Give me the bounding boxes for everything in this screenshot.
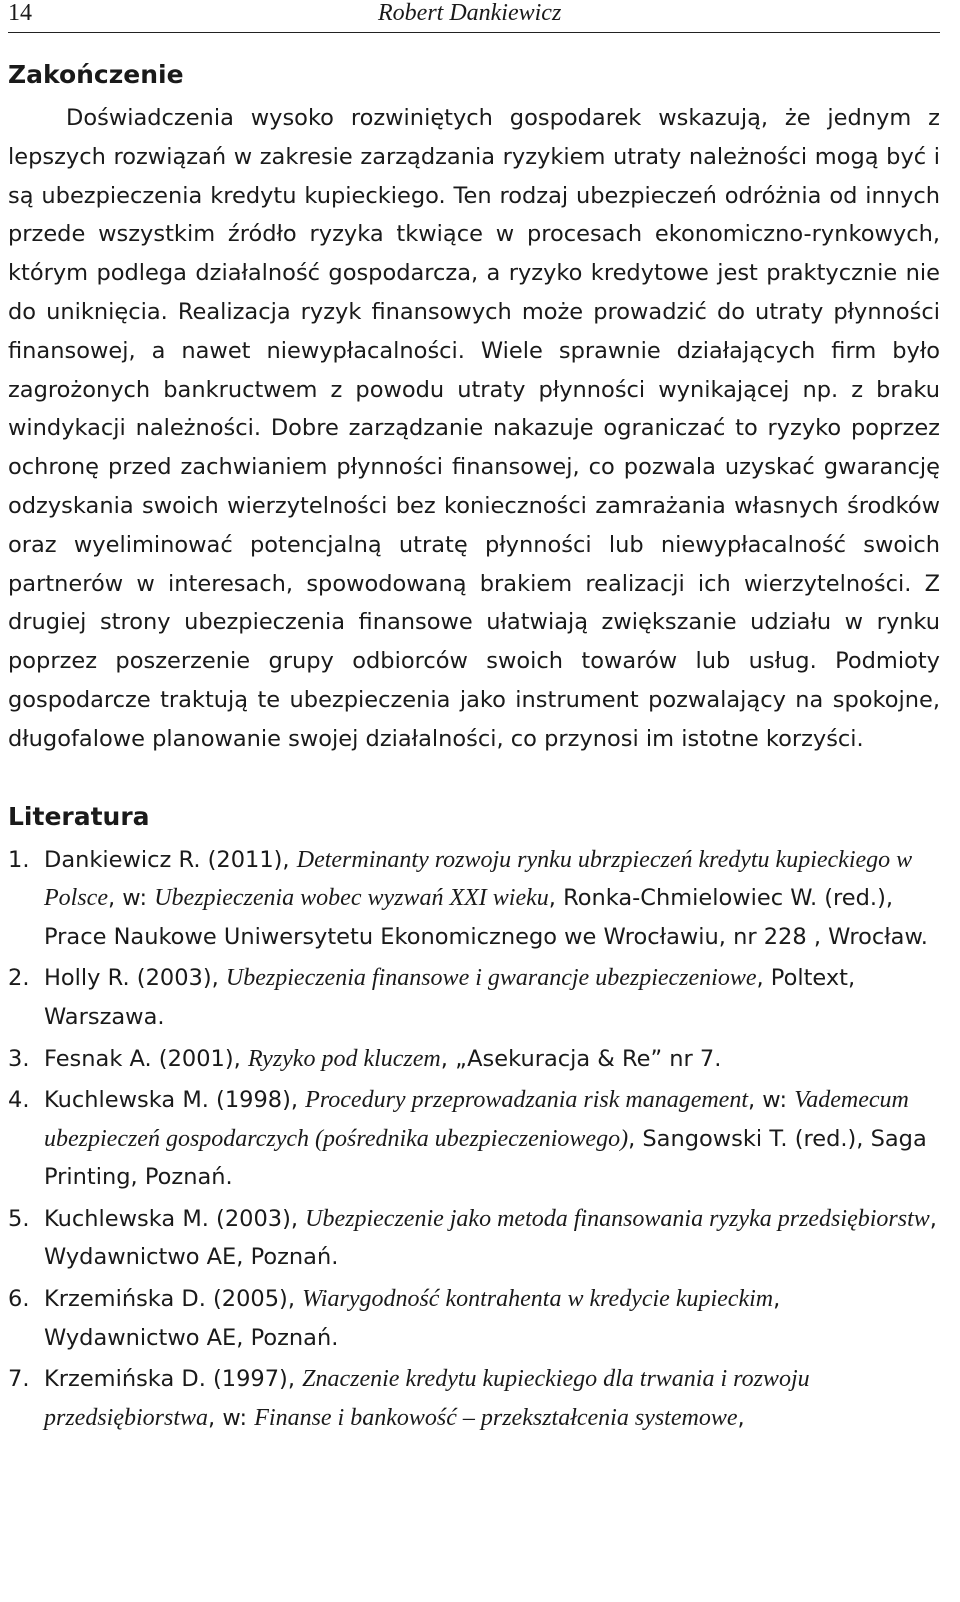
literature-title: Literatura bbox=[8, 801, 150, 831]
reference-text bbox=[44, 1081, 940, 1197]
reference-number: 4. bbox=[8, 1087, 30, 1114]
reference-publisher: , „Asekuracja & Re” nr 7. bbox=[440, 1045, 722, 1072]
reference-number: 3. bbox=[8, 1045, 30, 1072]
running-author: Robert Dankiewicz bbox=[378, 0, 562, 26]
reference-text bbox=[44, 1360, 940, 1437]
section-title: Zakończenie bbox=[8, 60, 184, 89]
reference-publisher: , Wydawnictwo AE, Poznań. bbox=[44, 1286, 781, 1351]
page-header bbox=[8, 0, 940, 33]
reference-number: 2. bbox=[8, 965, 30, 992]
reference-title: Wiarygodność kontrahenta w kredycie kupieckim bbox=[302, 1286, 774, 1313]
conclusion-paragraph: Doświadczenia wysoko rozwiniętych gospodarek wskazują, że jednym z lepszych rozwiązań w zakresie zarządzania ryzykiem utraty należności mogą być i są ubezpieczenia kredytu kupieckiego. Ten rodzaj ubezpieczeń odróżnia od innych przede wszystkim źródło ryzyka tkwiące w procesach ekonomiczno-rynkowych, którym podlega działalność gospodarcza, a ryzyko kredytowe jest praktycznie nie do uniknięcia. Realizacja ryzyk finansowych może prowadzić do utraty płynności finansowej, a nawet niewypłacalności. Wiele sprawnie działających firm było zagrożonych bankructwem z powodu utraty płynności wynikającej np. z braku windykacji należności. Dobre zarządzanie nakazuje ograniczać to ryzyko poprzez ochronę przed zachwianiem płynności finansowej, co pozwala uzyskać gwarancję odzyskania swoich wierzytelności bez konieczności zamrażania własnych środków oraz wyeliminować potencjalną utratę płynności lub niewypłacalność swoich partnerów w interesach, spowodowaną brakiem realizacji ich wierzytelności. Z drugiej strony ubezpieczenia finansowe ułatwiają zwiększanie udziału w rynku poprzez poszerzenie grupy odbiorców swoich towarów lub usług. Podmioty gospodarcze traktują te ubezpieczenia jako instrument pozwalający na spokojne, długofalowe planowanie swojej działalności, co przynosi im istotne korzyści. bbox=[8, 105, 940, 752]
reference-text bbox=[44, 1040, 940, 1079]
reference-title: Ubezpieczenie jako metoda finansowania ryzyka przedsiębiorstw bbox=[305, 1205, 930, 1232]
reference-text bbox=[44, 1200, 940, 1277]
reference-publisher: , Sangowski T. (red.), Saga Printing, Poznań. bbox=[44, 1125, 927, 1191]
reference-title: Determinanty rozwoju rynku ubrzpieczeń kredytu kupieckiego w Polsce bbox=[44, 846, 913, 912]
reference-text bbox=[44, 959, 940, 1036]
reference-title: Procedury przeprowadzania risk management bbox=[305, 1087, 748, 1114]
reference-source-title: Vademecum ubezpieczeń gospodarczych (pośrednika ubezpieczeniowego) bbox=[44, 1087, 909, 1152]
reference-number: 5. bbox=[8, 1205, 30, 1232]
reference-text bbox=[44, 1280, 940, 1357]
reference-author: Dankiewicz R. (2011), bbox=[44, 846, 297, 873]
reference-middle: , w: bbox=[748, 1087, 795, 1114]
reference-title: Ubezpieczenia finansowe i gwarancje ubezpieczeniowe bbox=[225, 965, 757, 992]
reference-text bbox=[44, 841, 940, 957]
reference-source-title: Ubezpieczenia wobec wyzwań XXI wieku bbox=[154, 885, 549, 912]
reference-item bbox=[8, 1360, 940, 1437]
reference-item bbox=[8, 1200, 940, 1277]
reference-item bbox=[8, 1040, 940, 1079]
reference-number: 6. bbox=[8, 1286, 30, 1313]
reference-middle: , w: bbox=[107, 885, 155, 912]
reference-middle: , w: bbox=[208, 1404, 255, 1431]
reference-author: Holly R. (2003), bbox=[44, 965, 226, 992]
reference-source-title: Finanse i bankowość – przekształcenia systemowe bbox=[254, 1404, 738, 1431]
page-number: 14 bbox=[8, 0, 32, 26]
reference-item bbox=[8, 841, 940, 957]
reference-publisher: , Wydawnictwo AE, Poznań. bbox=[44, 1205, 937, 1271]
reference-item bbox=[8, 1280, 940, 1357]
reference-list bbox=[8, 841, 940, 1438]
reference-author: Kuchlewska M. (1998), bbox=[44, 1087, 306, 1114]
reference-item bbox=[8, 1081, 940, 1197]
reference-author: Kuchlewska M. (2003), bbox=[44, 1205, 306, 1232]
reference-item bbox=[8, 959, 940, 1036]
reference-number: 7. bbox=[8, 1366, 30, 1393]
reference-title: Ryzyko pod kluczem bbox=[247, 1045, 441, 1072]
reference-title: Znaczenie kredytu kupieckiego dla trwania i rozwoju przedsiębiorstwa bbox=[44, 1366, 810, 1431]
reference-author: Krzemińska D. (2005), bbox=[44, 1286, 303, 1313]
reference-author: Krzemińska D. (1997), bbox=[44, 1366, 303, 1393]
reference-author: Fesnak A. (2001), bbox=[44, 1045, 248, 1072]
reference-publisher: , Ronka-Chmielowiec W. (red.), Prace Naukowe Uniwersytetu Ekonomicznego we Wrocławiu, nr 228 , Wrocław. bbox=[44, 885, 928, 950]
reference-number: 1. bbox=[8, 846, 30, 873]
reference-publisher: , Poltext, Warszawa. bbox=[44, 965, 856, 1030]
reference-publisher: , bbox=[737, 1404, 745, 1431]
